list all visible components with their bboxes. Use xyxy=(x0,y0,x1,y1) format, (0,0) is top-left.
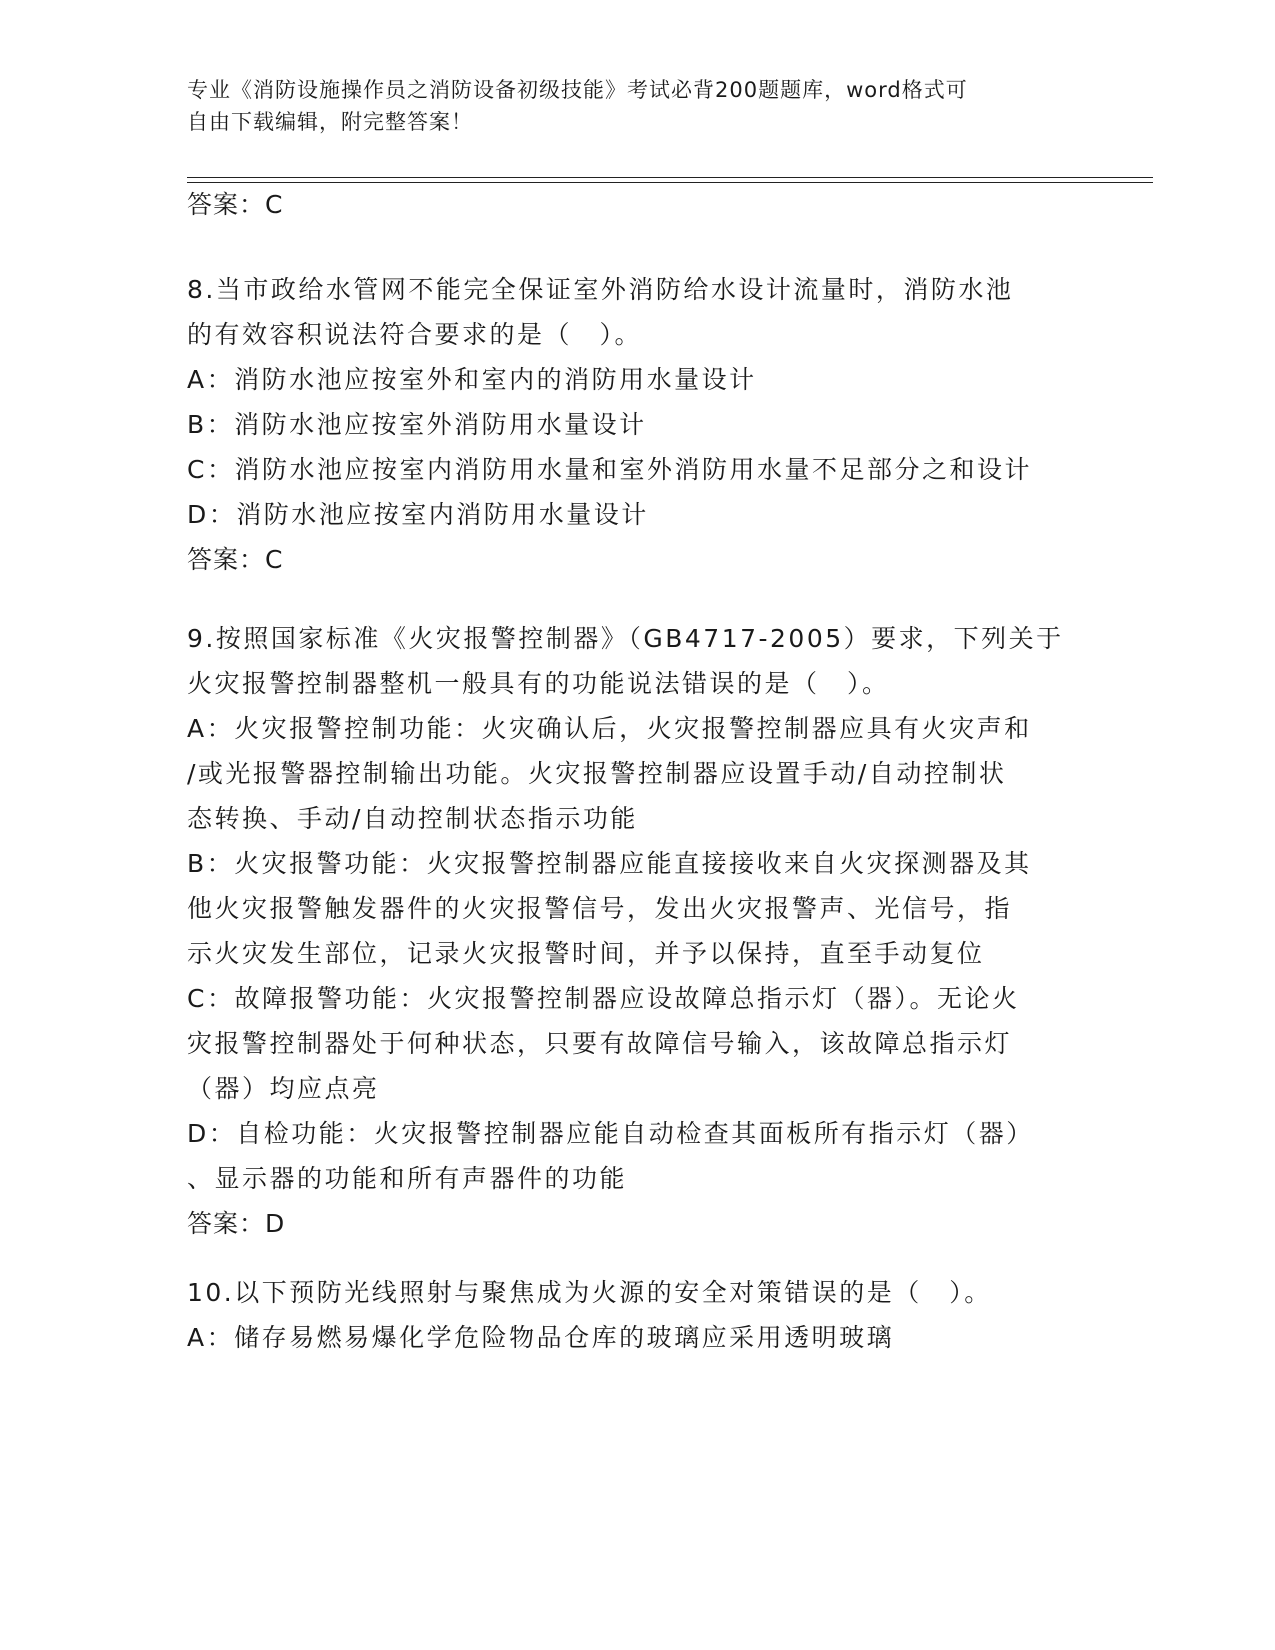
option-b: 示火灾发生部位，记录火灾报警时间，并予以保持，直至手动复位 xyxy=(187,939,985,968)
answer-line: 答案：C xyxy=(187,190,284,219)
option-c: 灾报警控制器处于何种状态，只要有故障信号输入，该故障总指示灯 xyxy=(187,1029,1013,1058)
option-a: /或光报警器控制输出功能。火灾报警控制器应设置手动/自动控制状 xyxy=(187,759,1007,788)
question-stem: 的有效容积说法符合要求的是（ ）。 xyxy=(187,320,643,349)
option-a: A：消防水池应按室外和室内的消防用水量设计 xyxy=(187,365,757,394)
option-a: A：火灾报警控制功能：火灾确认后，火灾报警控制器应具有火灾声和 xyxy=(187,714,1032,743)
question-stem: 火灾报警控制器整机一般具有的功能说法错误的是（ ）。 xyxy=(187,669,890,698)
question-stem: 9.按照国家标准《火灾报警控制器》（GB4717-2005）要求，下列关于 xyxy=(187,624,1064,653)
option-b: B：火灾报警功能：火灾报警控制器应能直接接收来自火灾探测器及其 xyxy=(187,849,1032,878)
previous-answer-block xyxy=(187,182,1087,227)
option-a: 态转换、手动/自动控制状态指示功能 xyxy=(187,804,638,833)
document-header xyxy=(187,74,1067,138)
option-c: C：故障报警功能：火灾报警控制器应设故障总指示灯（器）。无论火 xyxy=(187,984,1020,1013)
header-divider-top xyxy=(187,177,1153,178)
option-b: 他火灾报警触发器件的火灾报警信号，发出火灾报警声、光信号，指 xyxy=(187,894,1013,923)
answer-line: 答案：D xyxy=(187,1209,286,1238)
question-9 xyxy=(187,616,1087,1246)
question-stem: 8.当市政给水管网不能完全保证室外消防给水设计流量时，消防水池 xyxy=(187,275,1014,304)
option-b: B：消防水池应按室外消防用水量设计 xyxy=(187,410,647,439)
option-d: D：自检功能：火灾报警控制器应能自动检查其面板所有指示灯（器） xyxy=(187,1119,1034,1148)
question-8 xyxy=(187,267,1087,582)
answer-line: 答案：C xyxy=(187,545,284,574)
question-10 xyxy=(187,1270,1087,1360)
header-line-2: 自由下载编辑，附完整答案！ xyxy=(187,110,473,134)
option-d: 、显示器的功能和所有声器件的功能 xyxy=(187,1164,628,1193)
option-a: A：储存易燃易爆化学危险物品仓库的玻璃应采用透明玻璃 xyxy=(187,1323,895,1352)
option-c: C：消防水池应按室内消防用水量和室外消防用水量不足部分之和设计 xyxy=(187,455,1032,484)
option-c: （器）均应点亮 xyxy=(187,1074,380,1103)
header-line-1: 专业《消防设施操作员之消防设备初级技能》考试必背200题题库，word格式可 xyxy=(187,78,968,102)
option-d: D：消防水池应按室内消防用水量设计 xyxy=(187,500,649,529)
question-stem: 10.以下预防光线照射与聚焦成为火源的安全对策错误的是（ ）。 xyxy=(187,1278,992,1307)
